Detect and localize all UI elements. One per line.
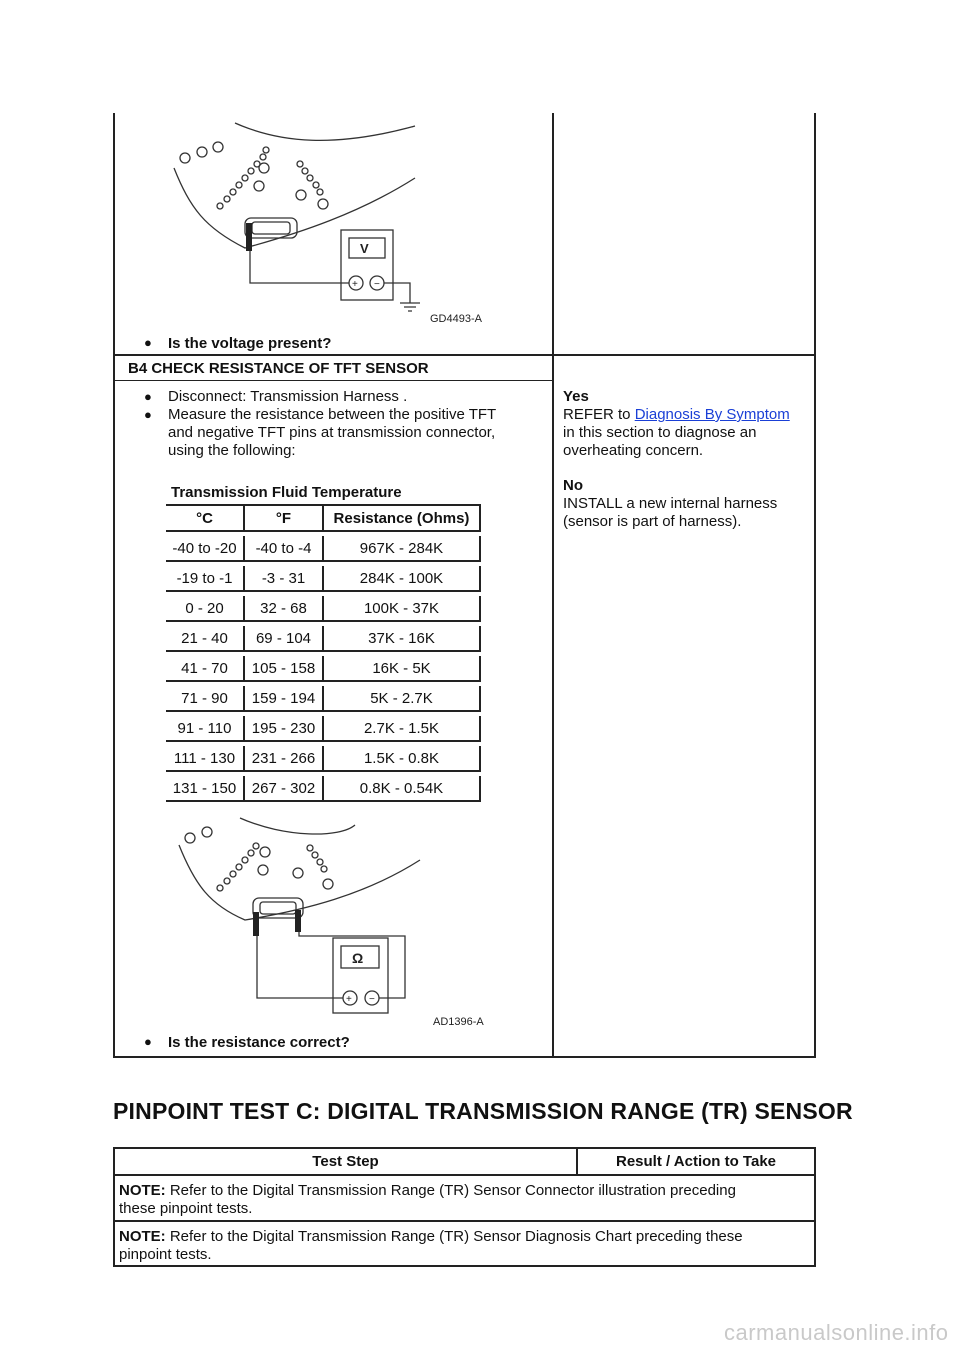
cell-resistance: 0.8K - 0.54K [324, 776, 481, 802]
temp-table-row [166, 596, 481, 622]
cell-celsius: -19 to -1 [166, 566, 245, 592]
note-connector-illustration: NOTE: Refer to the Digital Transmission Range (TR) Sensor Connector illustration preceding these pinpoint tests. [119, 1182, 736, 1217]
temp-table-caption: Transmission Fluid Temperature [171, 484, 402, 501]
temp-table-row [166, 686, 481, 712]
result-yes-line1: REFER to Diagnosis By Symptom [563, 406, 790, 423]
temp-table-row [166, 776, 481, 802]
meter-symbol-v: V [360, 241, 369, 256]
header-celsius: °C [166, 504, 245, 532]
temp-table-header-row [166, 504, 481, 532]
cell-resistance: 5K - 2.7K [324, 686, 481, 712]
result-yes-line2: in this section to diagnose an [563, 424, 757, 441]
header-test-step: Test Step [312, 1153, 379, 1170]
figure1-code: GD4493-A [430, 313, 482, 325]
lower-table-bottom-border [113, 1265, 816, 1267]
note-diagnosis-chart: NOTE: Refer to the Digital Transmission Range (TR) Sensor Diagnosis Chart preceding these pinpoint tests. [119, 1228, 743, 1263]
temperature-resistance-table [166, 504, 481, 802]
temp-table-row [166, 536, 481, 562]
cell-fahrenheit: 105 - 158 [245, 656, 324, 682]
temp-table-row [166, 746, 481, 772]
cell-celsius: 111 - 130 [166, 746, 245, 772]
lower-table-right-border [814, 1147, 816, 1267]
temp-table-row [166, 716, 481, 742]
upper-table-row-divider [113, 354, 816, 356]
cell-resistance: 284K - 100K [324, 566, 481, 592]
cell-fahrenheit: 231 - 266 [245, 746, 324, 772]
temp-table-row [166, 626, 481, 652]
cell-fahrenheit: 32 - 68 [245, 596, 324, 622]
step-title: B4 CHECK RESISTANCE OF TFT SENSOR [128, 360, 429, 377]
step-disconnect: ● Disconnect: Transmission Harness . [168, 388, 407, 406]
step-measure-line2: and negative TFT pins at transmission connector, [168, 424, 496, 441]
question-voltage-present [168, 335, 331, 352]
cell-resistance: 2.7K - 1.5K [324, 716, 481, 742]
result-no-line1: INSTALL a new internal harness [563, 495, 778, 512]
cell-fahrenheit: -40 to -4 [245, 536, 324, 562]
cell-celsius: 71 - 90 [166, 686, 245, 712]
header-resistance: Resistance (Ohms) [324, 504, 481, 532]
cell-fahrenheit: 69 - 104 [245, 626, 324, 652]
cell-resistance: 16K - 5K [324, 656, 481, 682]
lower-table-header-bottom [113, 1174, 816, 1176]
upper-table-right-border [814, 113, 816, 1058]
question-resistance-text: Is the resistance correct? [168, 1034, 350, 1051]
cell-fahrenheit: 159 - 194 [245, 686, 324, 712]
cell-resistance: 1.5K - 0.8K [324, 746, 481, 772]
result-yes-label: Yes [563, 388, 589, 405]
svg-text:+: + [352, 279, 358, 290]
cell-resistance: 967K - 284K [324, 536, 481, 562]
result-no-label: No [563, 477, 583, 494]
temp-table-row [166, 566, 481, 592]
lower-table-note-divider [113, 1220, 816, 1222]
voltage-test-illustration [160, 118, 520, 328]
temp-table-row [166, 656, 481, 682]
cell-fahrenheit: -3 - 31 [245, 566, 324, 592]
cell-fahrenheit: 267 - 302 [245, 776, 324, 802]
result-no-line2: (sensor is part of harness). [563, 513, 742, 530]
svg-text:+: + [346, 994, 352, 1005]
figure2-code: AD1396-A [433, 1016, 484, 1028]
cell-celsius: 91 - 110 [166, 716, 245, 742]
cell-celsius: 41 - 70 [166, 656, 245, 682]
svg-text:−: − [374, 279, 380, 290]
svg-text:−: − [369, 994, 375, 1005]
result-yes-line3: overheating concern. [563, 442, 704, 459]
diagnosis-by-symptom-link[interactable]: Diagnosis By Symptom [634, 406, 790, 423]
cell-celsius: 0 - 20 [166, 596, 245, 622]
watermark: carmanualsonline.info [724, 1320, 949, 1345]
cell-celsius: 131 - 150 [166, 776, 245, 802]
cell-celsius: 21 - 40 [166, 626, 245, 652]
resistance-test-illustration [165, 810, 525, 1030]
question-voltage-text: Is the voltage present? [168, 335, 332, 352]
cell-celsius: -40 to -20 [166, 536, 245, 562]
upper-table-left-border [113, 113, 115, 1058]
meter-symbol-ohm: Ω [352, 950, 364, 966]
lower-table-top-border [113, 1147, 816, 1149]
cell-resistance: 37K - 16K [324, 626, 481, 652]
cell-resistance: 100K - 37K [324, 596, 481, 622]
question-resistance-correct [168, 1034, 350, 1051]
step-measure-line3: using the following: [168, 442, 296, 459]
cell-fahrenheit: 195 - 230 [245, 716, 324, 742]
pinpoint-test-heading: PINPOINT TEST C: DIGITAL TRANSMISSION RANGE (TR) SENSOR [113, 1098, 853, 1124]
step-measure: ● Measure the resistance between the positive TFT [168, 406, 496, 424]
header-fahrenheit: °F [245, 504, 324, 532]
step-title-divider [113, 380, 554, 381]
upper-table-bottom-border [113, 1056, 816, 1058]
header-result-action: Result / Action to Take [615, 1153, 777, 1170]
upper-table-mid-border [552, 113, 554, 1058]
